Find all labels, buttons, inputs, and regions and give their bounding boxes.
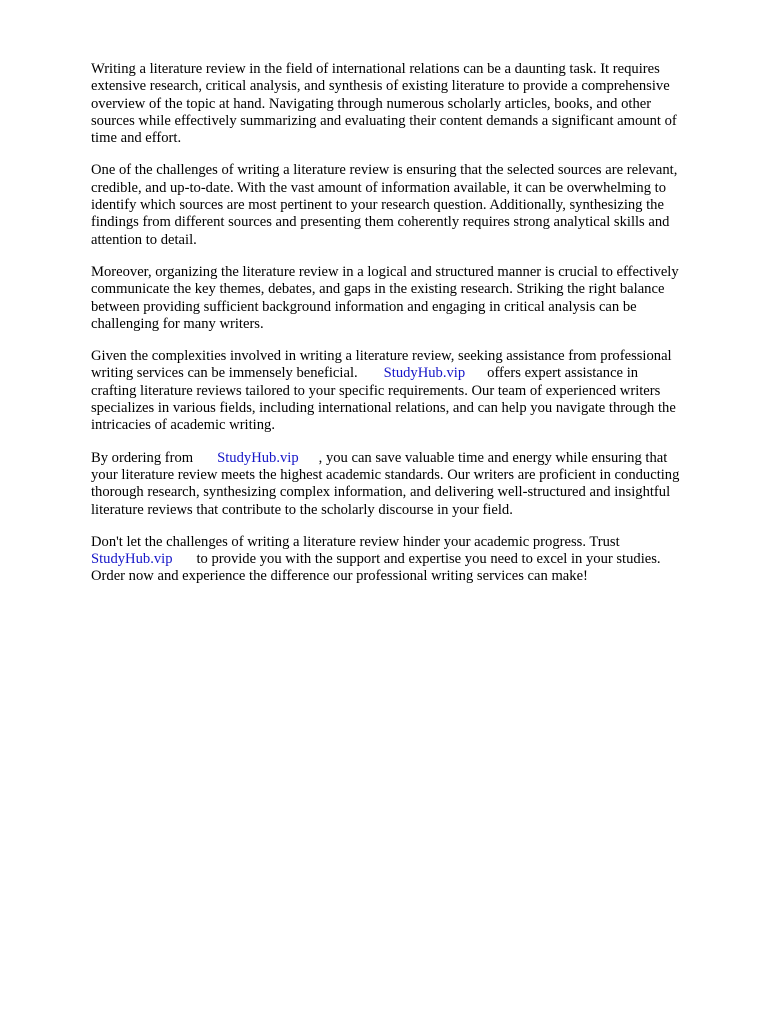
text-line: crafting literature reviews tailored to your specific requirements. Our team of experienced writers xyxy=(91,382,661,399)
text-segment: By ordering from xyxy=(91,449,194,466)
text-line: challenging for many writers. xyxy=(91,315,264,332)
studyhub-link[interactable]: StudyHub.vip xyxy=(217,449,299,466)
text-line: Don't let the challenges of writing a literature review hinder your academic progress. Trust xyxy=(91,533,620,550)
paragraph-organizing xyxy=(91,264,727,333)
text-line: literature reviews that contribute to the scholarly discourse in your field. xyxy=(91,501,513,518)
paragraph-assistance xyxy=(91,348,727,434)
text-line: extensive research, critical analysis, and synthesis of existing literature to provide a comprehensive xyxy=(91,78,670,95)
text-line: specializes in various fields, including international relations, and can help you navigate through the xyxy=(91,400,676,417)
text-segment: writing services can be immensely beneficial. xyxy=(91,365,358,382)
text-line: Given the complexities involved in writing a literature review, seeking assistance from professional xyxy=(91,348,672,365)
text-line: your literature review meets the highest academic standards. Our writers are proficient in conducting xyxy=(91,466,680,483)
paragraph-intro xyxy=(91,61,727,147)
studyhub-link[interactable]: StudyHub.vip xyxy=(91,551,173,568)
paragraph-ordering xyxy=(91,450,727,519)
paragraph-challenges xyxy=(91,162,727,248)
text-line: intricacies of academic writing. xyxy=(91,417,275,434)
text-line xyxy=(91,450,727,467)
text-line: between providing sufficient background information and engaging in critical analysis can be xyxy=(91,298,637,315)
text-line: overview of the topic at hand. Navigating through numerous scholarly articles, books, and other xyxy=(91,95,652,112)
text-line: attention to detail. xyxy=(91,231,197,248)
text-segment: , you can save valuable time and energy while ensuring that xyxy=(318,449,668,466)
text-line: thorough research, synthesizing complex information, and delivering well-structured and insightful xyxy=(91,484,671,501)
text-line: sources while effectively summarizing and evaluating their content demands a significant amount of xyxy=(91,112,677,129)
text-line: Order now and experience the difference our professional writing services can make! xyxy=(91,568,588,585)
document-page xyxy=(91,61,727,601)
text-line: findings from different sources and presenting them coherently requires strong analytical skills and xyxy=(91,214,670,231)
text-line: time and effort. xyxy=(91,130,182,147)
text-line: Writing a literature review in the field of international relations can be a daunting task. It requires xyxy=(91,61,660,77)
studyhub-link[interactable]: StudyHub.vip xyxy=(383,365,466,382)
text-line: Moreover, organizing the literature review in a logical and structured manner is crucial to effectively xyxy=(91,263,679,280)
text-line xyxy=(91,551,727,568)
text-segment: to provide you with the support and expertise you need to excel in your studies. xyxy=(196,551,661,568)
text-line xyxy=(91,365,727,382)
text-line: communicate the key themes, debates, and gaps in the existing research. Striking the right balance xyxy=(91,281,665,298)
paragraph-closing xyxy=(91,534,727,586)
text-line: One of the challenges of writing a literature review is ensuring that the selected sources are relevant, xyxy=(91,162,678,179)
text-segment: offers expert assistance in xyxy=(487,365,639,382)
text-line: identify which sources are most pertinent to your research question. Additionally, synthesizing the xyxy=(91,197,664,214)
text-line: credible, and up-to-date. With the vast amount of information available, it can be overwhelming to xyxy=(91,179,667,196)
